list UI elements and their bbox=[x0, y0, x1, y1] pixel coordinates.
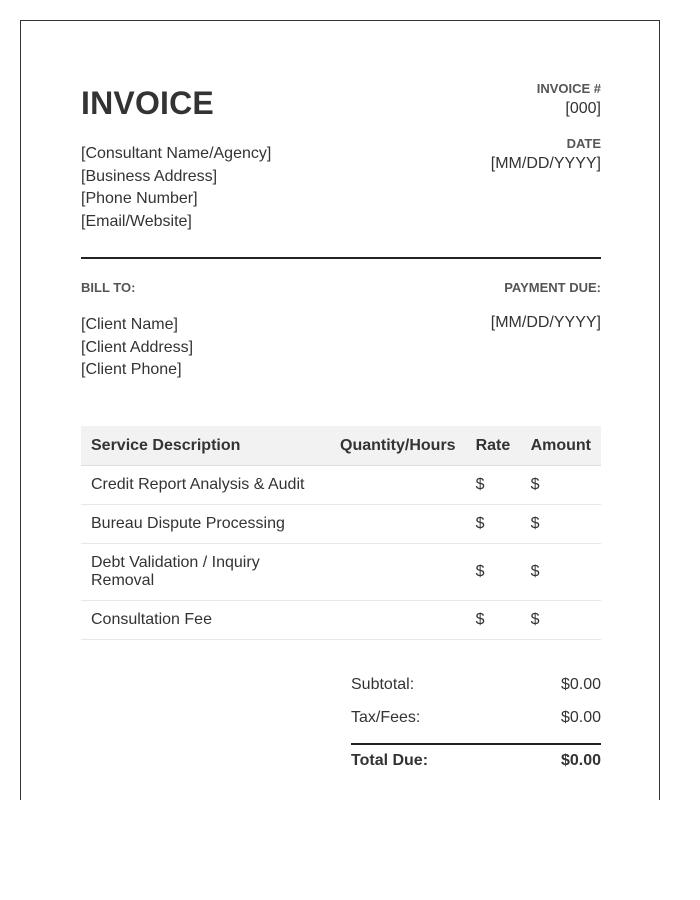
invoice-page bbox=[20, 20, 660, 800]
phone-number: [Phone Number] bbox=[81, 190, 198, 207]
row-amount: $ bbox=[521, 466, 601, 505]
row-amount: $ bbox=[521, 601, 601, 640]
client-info bbox=[81, 314, 193, 382]
business-address: [Business Address] bbox=[81, 167, 218, 185]
tax-label: Tax/Fees: bbox=[351, 709, 421, 726]
row-rate: $ bbox=[466, 466, 521, 505]
payment-due-label: PAYMENT DUE: bbox=[504, 280, 601, 295]
row-rate: $ bbox=[466, 601, 521, 640]
header-rate: Rate bbox=[466, 426, 521, 466]
row-rate: $ bbox=[466, 544, 521, 601]
subtotal-label: Subtotal: bbox=[351, 676, 415, 693]
table-row bbox=[81, 505, 601, 544]
consultant-name: [Consultant Name/Agency] bbox=[81, 145, 272, 162]
table-row bbox=[81, 466, 601, 505]
row-description: Bureau Dispute Processing bbox=[81, 505, 330, 544]
subtotal-row bbox=[351, 673, 601, 706]
client-phone: [Client Phone] bbox=[81, 361, 182, 378]
date-label: DATE bbox=[566, 136, 601, 151]
header-amount: Amount bbox=[521, 426, 601, 466]
table-row bbox=[81, 601, 601, 640]
row-amount: $ bbox=[521, 505, 601, 544]
header-divider bbox=[81, 257, 601, 259]
row-quantity bbox=[330, 466, 466, 505]
row-description: Debt Validation / Inquiry Removal bbox=[81, 544, 330, 601]
total-due-label: Total Due: bbox=[351, 752, 429, 769]
sender-info bbox=[81, 143, 271, 233]
payment-due-value: [MM/DD/YYYY] bbox=[490, 314, 601, 331]
invoice-meta bbox=[491, 81, 601, 173]
row-quantity bbox=[330, 505, 466, 544]
header-service-description: Service Description bbox=[81, 426, 330, 466]
subtotal-value: $0.00 bbox=[560, 676, 601, 693]
tax-row bbox=[351, 706, 601, 739]
invoice-number-value: [000] bbox=[565, 100, 601, 117]
totals-section bbox=[351, 673, 601, 777]
row-description: Credit Report Analysis & Audit bbox=[81, 466, 330, 505]
row-amount: $ bbox=[521, 544, 601, 601]
header-quantity-hours: Quantity/Hours bbox=[330, 426, 466, 466]
client-name: [Client Name] bbox=[81, 316, 178, 333]
row-description: Consultation Fee bbox=[81, 601, 330, 640]
tax-value: $0.00 bbox=[560, 709, 601, 726]
date-value: [MM/DD/YYYY] bbox=[490, 155, 601, 172]
row-rate: $ bbox=[466, 505, 521, 544]
client-address: [Client Address] bbox=[81, 338, 194, 356]
bill-to-label: BILL TO: bbox=[81, 280, 136, 295]
invoice-title: INVOICE bbox=[81, 85, 214, 121]
services-table bbox=[81, 426, 601, 640]
invoice-number-label: INVOICE # bbox=[536, 81, 601, 96]
total-due-row bbox=[351, 745, 601, 777]
row-quantity bbox=[330, 544, 466, 601]
table-header-row bbox=[81, 426, 601, 466]
total-due-value: $0.00 bbox=[560, 752, 601, 769]
table-row bbox=[81, 544, 601, 601]
email-website: [Email/Website] bbox=[81, 212, 192, 230]
row-quantity bbox=[330, 601, 466, 640]
